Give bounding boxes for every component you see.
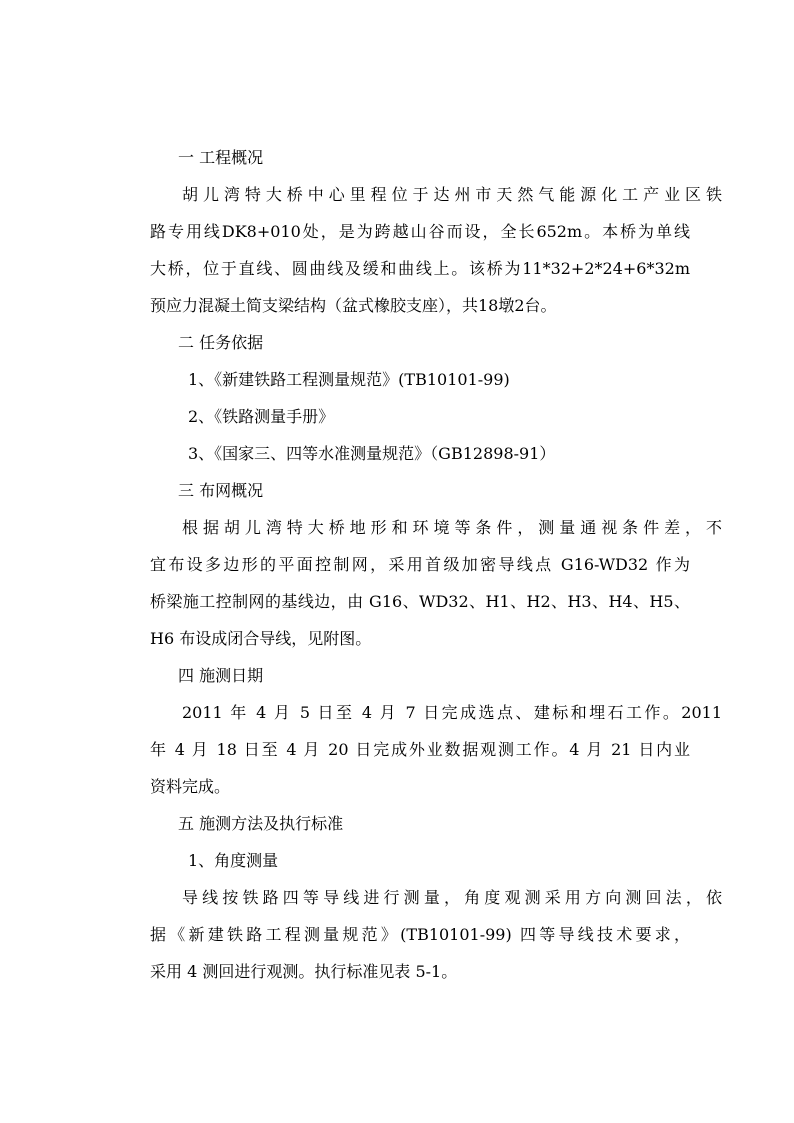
paragraph-line: 宜布设多边形的平面控制网，采用首级加密导线点 G16-WD32 作为	[150, 555, 690, 574]
section-heading-task-basis: 二 任务依据	[178, 333, 264, 352]
paragraph-line: 路专用线DK8+010处，是为跨越山谷而设，全长652m。本桥为单线	[150, 222, 690, 241]
paragraph-line: 根据胡儿湾特大桥地形和环境等条件，测量通视条件差，不	[182, 518, 722, 537]
paragraph-line: 资料完成。	[150, 777, 231, 796]
paragraph-line: 年 4 月 18 日至 4 月 20 日完成外业数据观测工作。4 月 21 日内业	[150, 740, 690, 759]
paragraph-line: 2011 年 4 月 5 日至 4 月 7 日完成选点、建标和埋石工作。2011	[182, 703, 722, 722]
paragraph-line: 据《新建铁路工程测量规范》(TB10101-99) 四等导线技术要求，	[150, 925, 690, 944]
subsection-heading-angle-measurement: 1、角度测量	[188, 851, 279, 870]
paragraph-line: H6 布设成闭合导线，见附图。	[150, 629, 372, 648]
paragraph-line: 大桥，位于直线、圆曲线及缓和曲线上。该桥为11*32+2*24+6*32m	[150, 259, 690, 278]
section-heading-network-overview: 三 布网概况	[178, 481, 264, 500]
section-heading-survey-dates: 四 施测日期	[178, 666, 264, 685]
section-heading-project-overview: 一 工程概况	[178, 148, 264, 167]
reference-item: 3、《国家三、四等水准测量规范》（GB12898-91）	[188, 444, 556, 463]
reference-item: 2、《铁路测量手册》	[188, 407, 335, 426]
reference-item: 1、《新建铁路工程测量规范》(TB10101-99)	[188, 370, 510, 389]
paragraph-line: 导线按铁路四等导线进行测量，角度观测采用方向测回法，依	[182, 888, 722, 907]
paragraph-line: 采用 4 测回进行观测。执行标准见表 5-1。	[150, 962, 458, 981]
section-heading-methods-standards: 五 施测方法及执行标准	[178, 814, 344, 833]
paragraph-line: 预应力混凝土简支梁结构（盆式橡胶支座），共18墩2台。	[150, 296, 557, 315]
paragraph-line: 胡儿湾特大桥中心里程位于达州市天然气能源化工产业区铁	[182, 185, 722, 204]
paragraph-line: 桥梁施工控制网的基线边，由 G16、WD32、H1、H2、H3、H4、H5、	[150, 592, 690, 611]
